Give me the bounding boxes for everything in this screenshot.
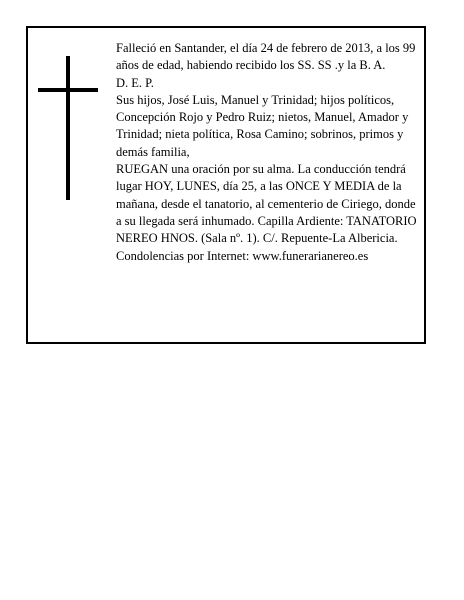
obituary-text xyxy=(116,40,424,265)
rest-in-peace: D. E. P. xyxy=(116,75,154,90)
cross-horizontal-bar xyxy=(38,88,98,92)
cross-icon xyxy=(38,56,98,200)
cross-vertical-bar xyxy=(66,56,70,200)
family-list: Sus hijos, José Luis, Manuel y Trinidad; hijos políticos, Concepción Rojo y Pedro Ruiz; nietos, Manuel, Amador y Trinidad; nieta política, Rosa Camino; sobrinos, primos y demás familia, xyxy=(116,92,409,159)
funeral-details: RUEGAN una oración por su alma. La conducción tendrá lugar HOY, LUNES, día 25, a las ONCE Y MEDIA de la mañana, desde el tanatorio, al cementerio de Ciriego, donde a su llegada será inhumado. Capilla Ardiente: TANATORIO NEREO HNOS. (Sala nº. 1). C/. Repuente-La Albericia. xyxy=(116,162,417,246)
condolences-line: Condolencias por Internet: www.funerarianereo.es xyxy=(116,248,369,263)
obituary-notice xyxy=(26,26,426,344)
death-announcement: Falleció en Santander, el día 24 de febrero de 2013, a los 99 años de edad, habiendo recibido los SS. SS .y la B. A. xyxy=(116,41,416,73)
